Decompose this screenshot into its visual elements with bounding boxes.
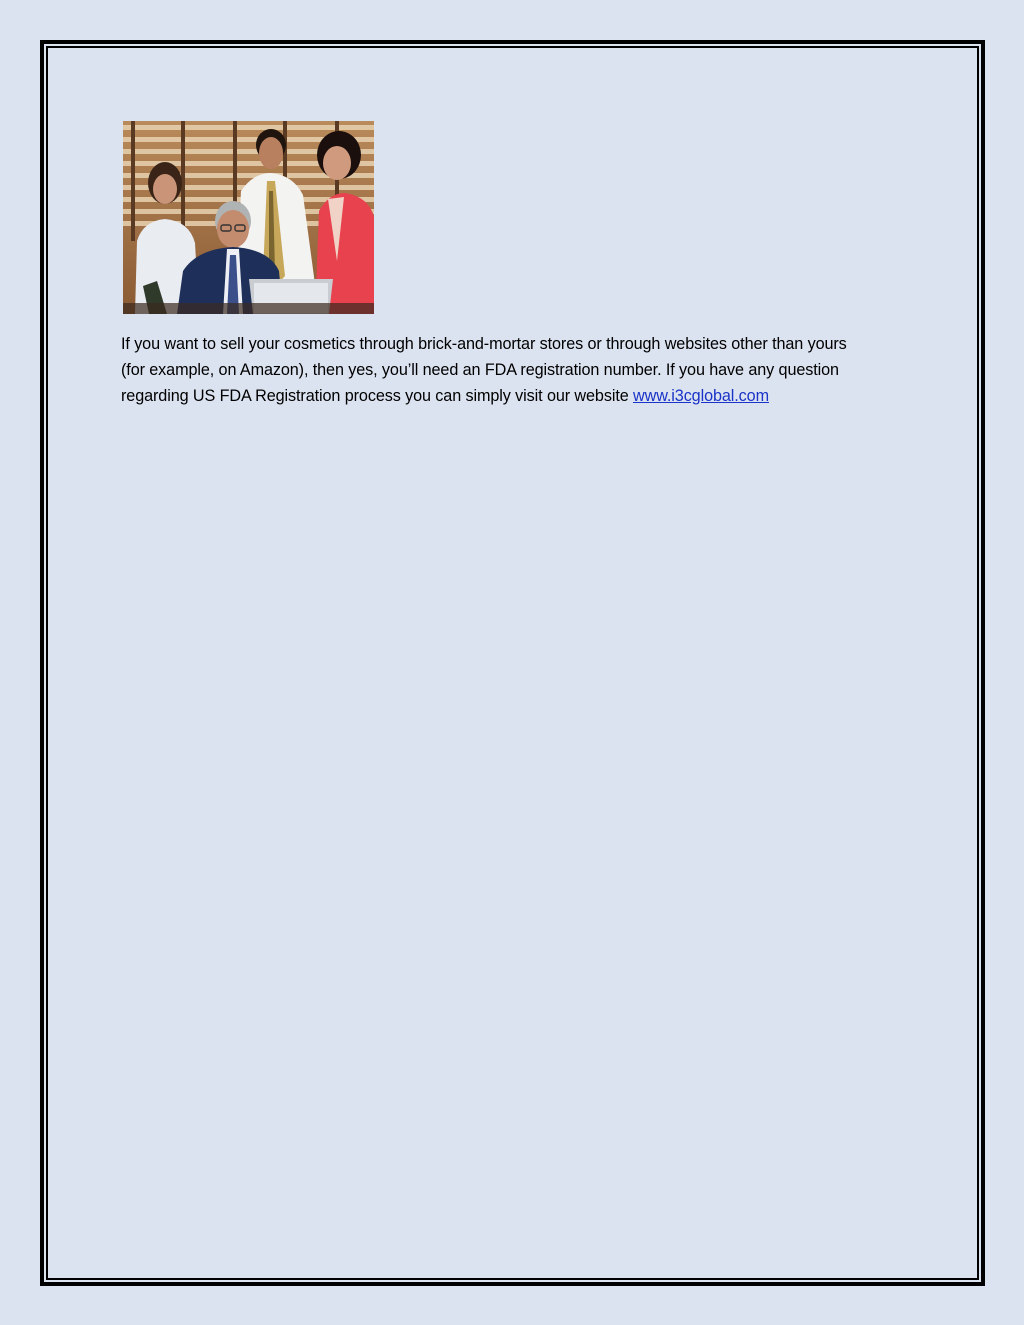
- paragraph-line-2: (for example, on Amazon), then yes, you’ll need an FDA registration number. If you have any question: [121, 360, 839, 379]
- business-team-photo: [123, 121, 374, 314]
- paragraph-line-3: regarding US FDA Registration process you can simply visit our website: [121, 386, 634, 405]
- website-link[interactable]: www.i3cglobal.com: [633, 386, 769, 405]
- paragraph-line-1: If you want to sell your cosmetics through brick-and-mortar stores or through websites other than yours: [121, 335, 847, 353]
- body-paragraph: [121, 332, 921, 409]
